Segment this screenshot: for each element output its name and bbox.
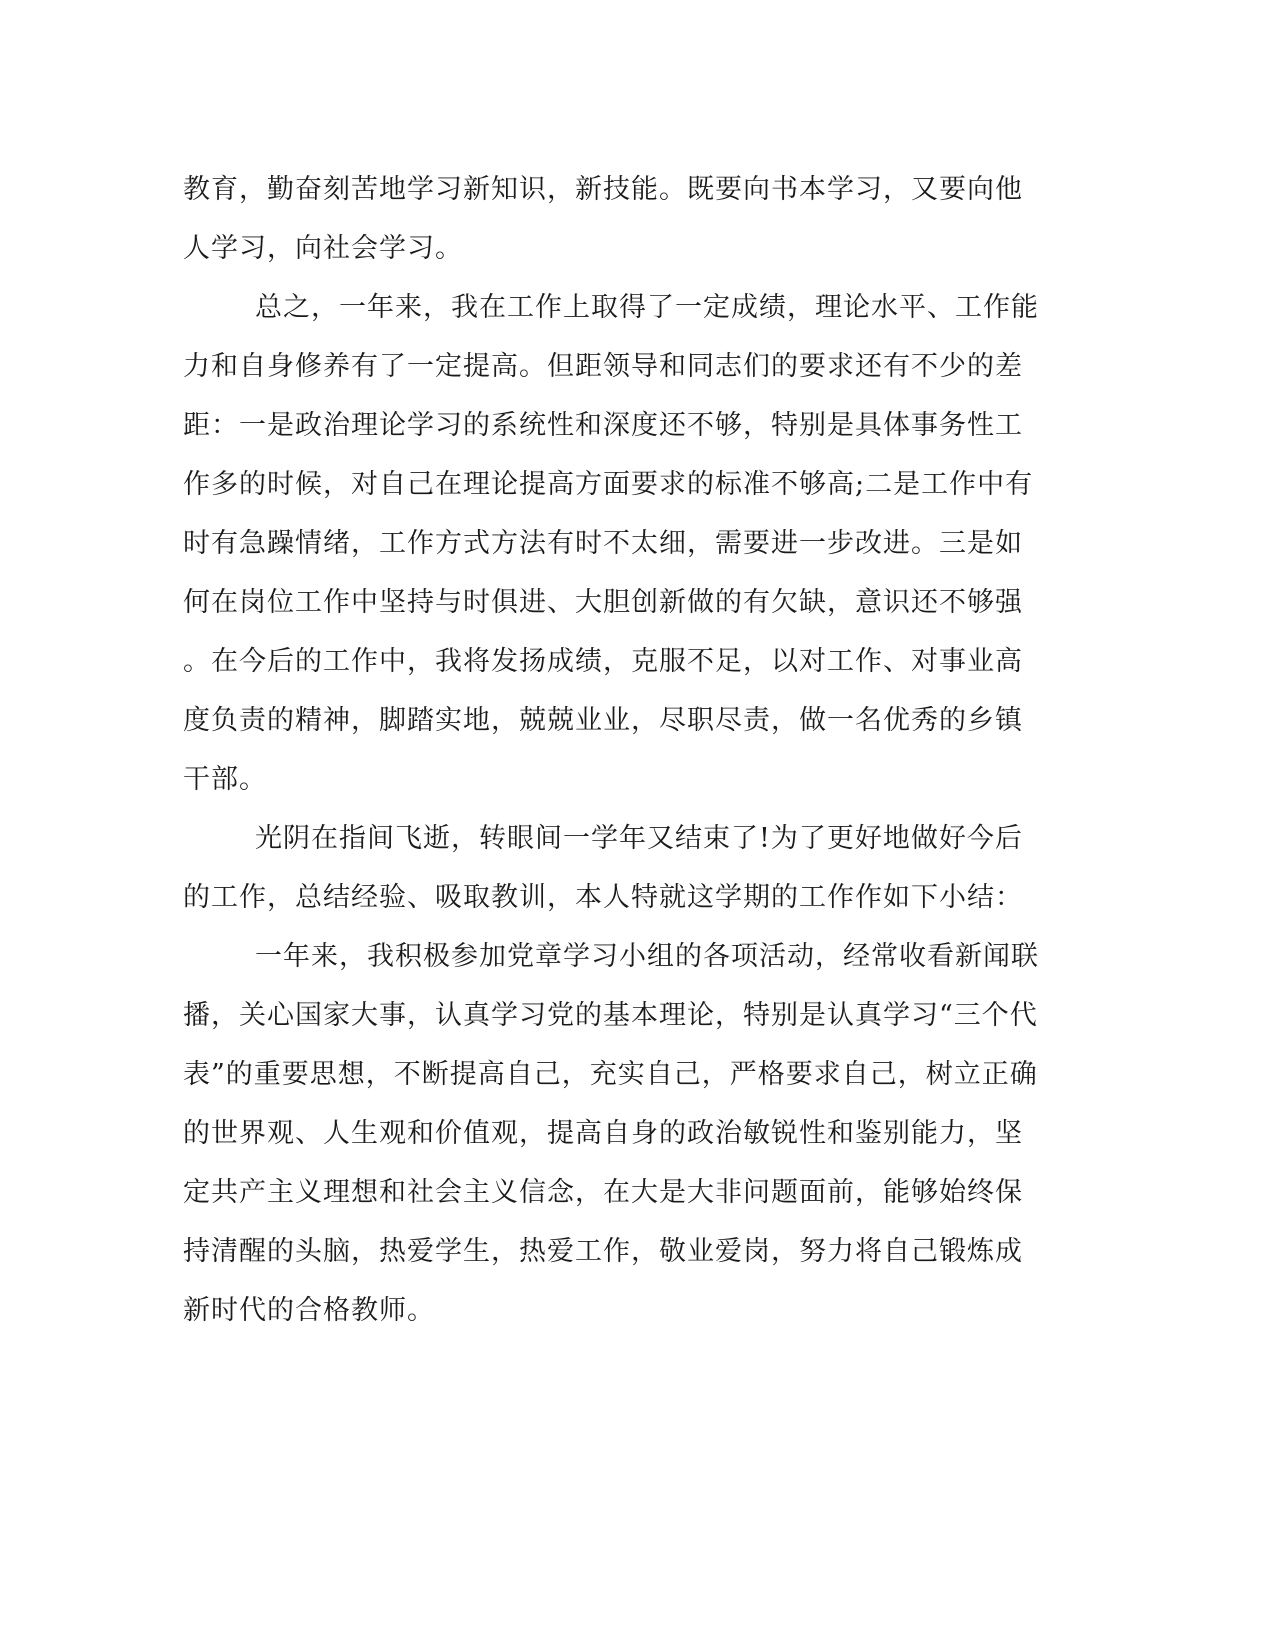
text-line: 作多的时候，对自己在理论提高方面要求的标准不够高;二是工作中有 bbox=[183, 469, 1034, 500]
text-line: 度负责的精神，脚踏实地，兢兢业业，尽职尽责，做一名优秀的乡镇 bbox=[183, 705, 1023, 736]
text-line: 何在岗位工作中坚持与时俱进、大胆创新做的有欠缺，意识还不够强 bbox=[183, 587, 1023, 618]
text-line: 距：一是政治理论学习的系统性和深度还不够，特别是具体事务性工 bbox=[183, 410, 1023, 441]
paragraph-start-line: 一年来，我积极参加党章学习小组的各项活动，经常收看新闻联 bbox=[255, 941, 1039, 972]
text-line: 人学习，向社会学习。 bbox=[183, 233, 463, 264]
text-line: 表”的重要思想，不断提高自己，充实自己，严格要求自己，树立正确 bbox=[183, 1059, 1038, 1090]
text-line: 定共产主义理想和社会主义信念，在大是大非问题面前，能够始终保 bbox=[183, 1177, 1023, 1208]
text-line: 干部。 bbox=[183, 764, 267, 795]
text-line: 教育，勤奋刻苦地学习新知识，新技能。既要向书本学习，又要向他 bbox=[183, 174, 1023, 205]
paragraph-start-line: 总之，一年来，我在工作上取得了一定成绩，理论水平、工作能 bbox=[255, 292, 1039, 323]
text-line: 。在今后的工作中，我将发扬成绩，克服不足，以对工作、对事业高 bbox=[183, 646, 1023, 677]
text-line: 力和自身修养有了一定提高。但距领导和同志们的要求还有不少的差 bbox=[183, 351, 1023, 382]
paragraph-start-line: 光阴在指间飞逝，转眼间一学年又结束了!为了更好地做好今后 bbox=[255, 823, 1023, 854]
body-text bbox=[183, 160, 1039, 1340]
text-line: 持清醒的头脑，热爱学生，热爱工作，敬业爱岗，努力将自己锻炼成 bbox=[183, 1236, 1023, 1267]
text-line: 播，关心国家大事，认真学习党的基本理论，特别是认真学习“三个代 bbox=[183, 1000, 1038, 1031]
text-line: 的世界观、人生观和价值观，提高自身的政治敏锐性和鉴别能力，坚 bbox=[183, 1118, 1023, 1149]
text-line: 的工作，总结经验、吸取教训，本人特就这学期的工作作如下小结： bbox=[183, 882, 1023, 913]
text-line: 新时代的合格教师。 bbox=[183, 1295, 435, 1326]
text-line: 时有急躁情绪，工作方式方法有时不太细，需要进一步改进。三是如 bbox=[183, 528, 1023, 559]
